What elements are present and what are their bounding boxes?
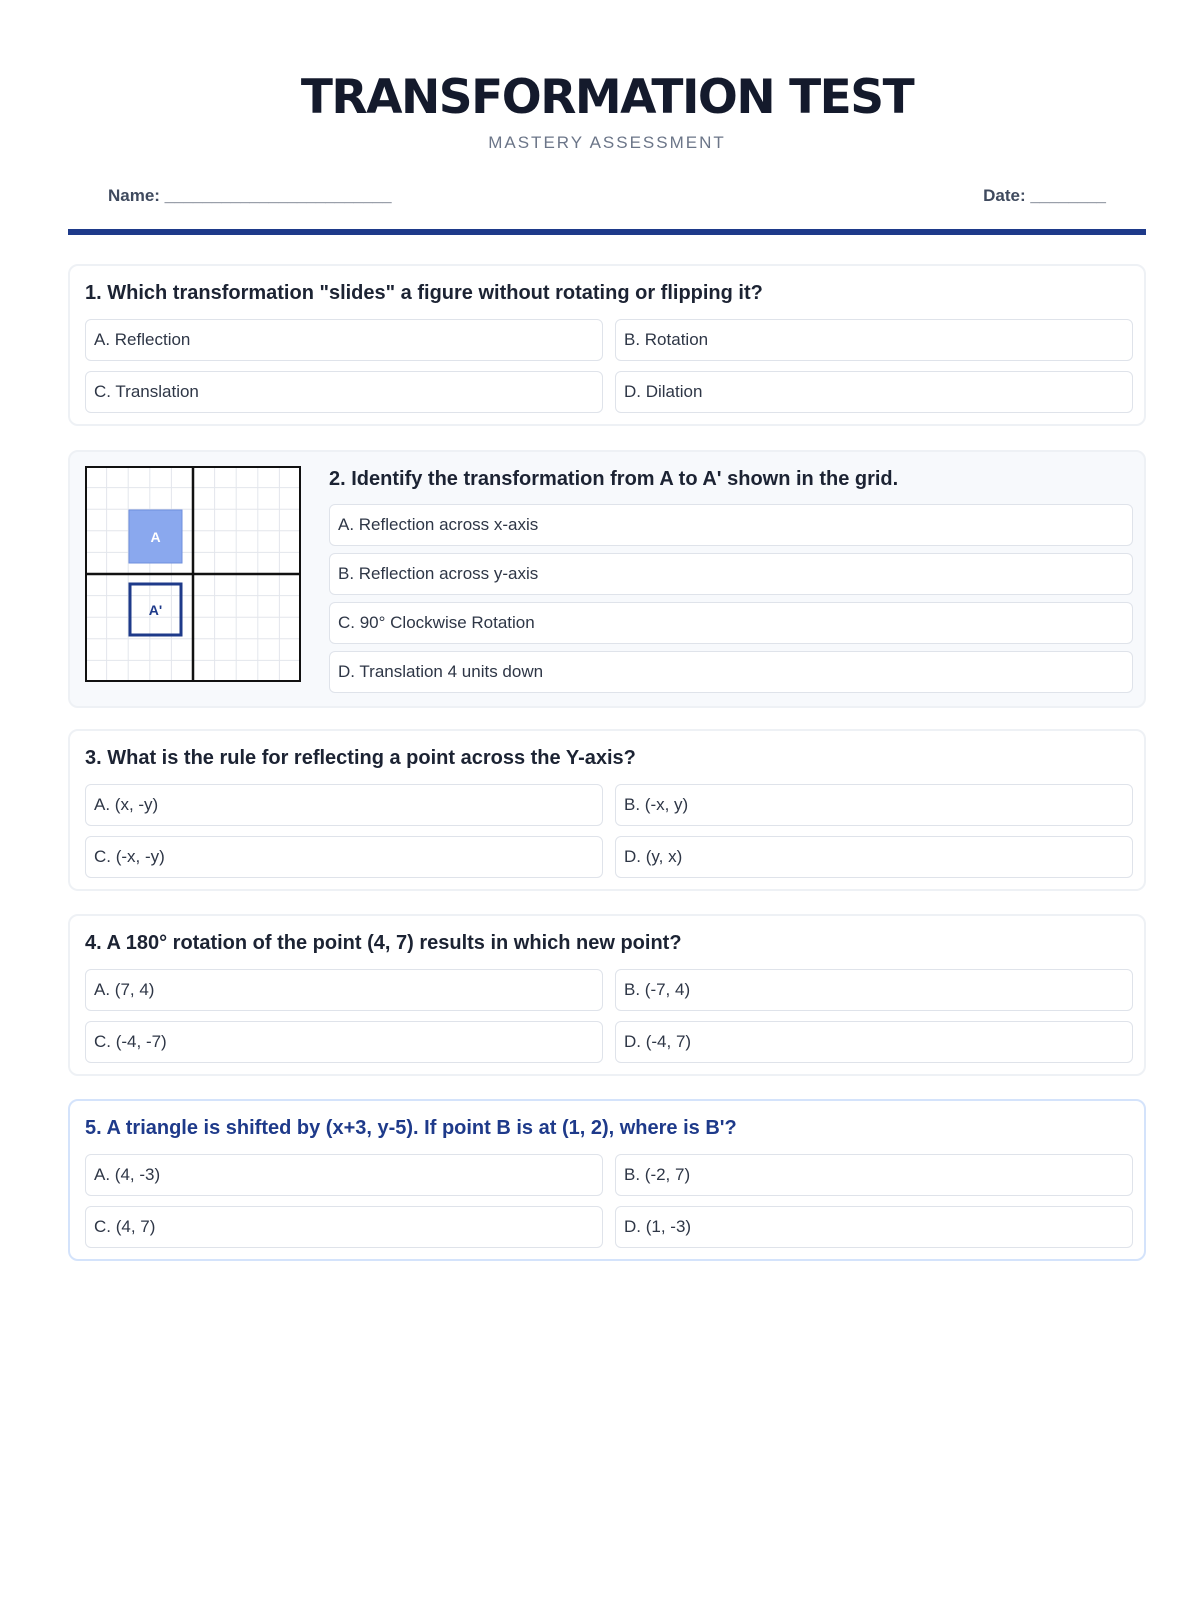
- question-4-option-b[interactable]: B. (-7, 4): [615, 969, 1133, 1011]
- question-5-card: [68, 1099, 1146, 1261]
- question-1-option-d[interactable]: D. Dilation: [615, 371, 1133, 413]
- question-5-option-b[interactable]: B. (-2, 7): [615, 1154, 1133, 1196]
- question-2-option-b[interactable]: B. Reflection across y-axis: [329, 553, 1133, 595]
- question-5-option-a[interactable]: A. (4, -3): [85, 1154, 603, 1196]
- question-5-text: 5. A triangle is shifted by (x+3, y-5). If point B is at (1, 2), where is B'?: [85, 1117, 737, 1139]
- question-3-card: [68, 729, 1146, 891]
- question-1-option-c[interactable]: C. Translation: [85, 371, 603, 413]
- question-4-option-d[interactable]: D. (-4, 7): [615, 1021, 1133, 1063]
- question-2-card: [68, 450, 1146, 708]
- question-4-card: [68, 914, 1146, 1076]
- header-divider: [68, 229, 1146, 235]
- question-3-option-d[interactable]: D. (y, x): [615, 836, 1133, 878]
- question-4-text: 4. A 180° rotation of the point (4, 7) results in which new point?: [85, 932, 682, 954]
- question-3-option-c[interactable]: C. (-x, -y): [85, 836, 603, 878]
- question-2-option-c[interactable]: C. 90° Clockwise Rotation: [329, 602, 1133, 644]
- question-4-option-c[interactable]: C. (-4, -7): [85, 1021, 603, 1063]
- question-1-text: 1. Which transformation "slides" a figure without rotating or flipping it?: [85, 282, 763, 304]
- question-5-option-d[interactable]: D. (1, -3): [615, 1206, 1133, 1248]
- question-2-text: 2. Identify the transformation from A to A' shown in the grid.: [329, 468, 899, 490]
- shape-a-prime-label: A': [148, 602, 163, 618]
- question-1-option-a[interactable]: A. Reflection: [85, 319, 603, 361]
- name-field[interactable]: Name: ________________________: [108, 186, 392, 205]
- question-2-option-a[interactable]: A. Reflection across x-axis: [329, 504, 1133, 546]
- coordinate-grid-figure: [85, 466, 301, 682]
- question-3-text: 3. What is the rule for reflecting a point across the Y-axis?: [85, 747, 636, 769]
- question-2-option-d[interactable]: D. Translation 4 units down: [329, 651, 1133, 693]
- question-1-option-b[interactable]: B. Rotation: [615, 319, 1133, 361]
- shape-a-label: A: [150, 529, 161, 545]
- question-5-option-c[interactable]: C. (4, 7): [85, 1206, 603, 1248]
- question-3-option-a[interactable]: A. (x, -y): [85, 784, 603, 826]
- question-4-option-a[interactable]: A. (7, 4): [85, 969, 603, 1011]
- page-title: TRANSFORMATION TEST: [300, 70, 914, 125]
- page-subtitle: MASTERY ASSESSMENT: [488, 133, 726, 152]
- question-3-option-b[interactable]: B. (-x, y): [615, 784, 1133, 826]
- question-1-card: [68, 264, 1146, 426]
- date-field[interactable]: Date: ________: [983, 186, 1106, 205]
